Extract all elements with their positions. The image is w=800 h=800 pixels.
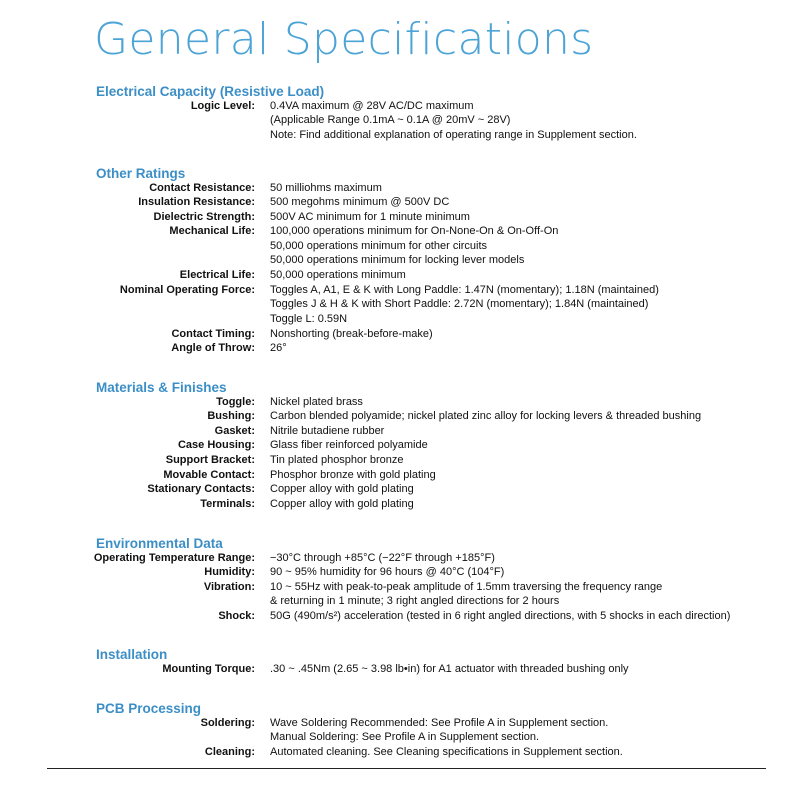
spec-values	[270, 468, 436, 483]
spec-value-line: −30°C through +85°C (−22°F through +185°F)	[270, 551, 495, 564]
spec-value-line: Carbon blended polyamide; nickel plated zinc alloy for locking levers & threaded bushing	[270, 410, 702, 423]
spec-values	[270, 341, 287, 356]
spec-label: Contact Timing:	[171, 327, 255, 340]
spec-value-line: (Applicable Range 0.1mA ~ 0.1A @ 20mV ~ 28V)	[270, 114, 511, 127]
spec-value-line: Manual Soldering: See Profile A in Supplement section.	[270, 731, 540, 744]
spec-label: Mounting Torque:	[162, 662, 255, 675]
spec-label: Gasket:	[214, 424, 255, 437]
spec-values	[270, 551, 495, 566]
spec-value-line: 0.4VA maximum @ 28V AC/DC maximum	[270, 99, 474, 112]
spec-value-line: Tin plated phosphor bronze	[270, 453, 404, 466]
spec-value-line: 50,000 operations minimum	[270, 269, 406, 282]
spec-value-line: .30 ~ .45Nm (2.65 ~ 3.98 lb•in) for A1 actuator with threaded bushing only	[270, 662, 629, 675]
spec-label: Contact Resistance:	[149, 181, 255, 194]
spec-label: Electrical Life:	[179, 269, 255, 282]
spec-value-line: 100,000 operations minimum for On-None-On & On-Off-On	[270, 225, 559, 238]
spec-values	[270, 565, 504, 580]
spec-value-line: Nitrile butadiene rubber	[270, 424, 385, 437]
spec-values	[270, 716, 608, 745]
spec-label: Cleaning:	[204, 745, 255, 758]
section-heading: Electrical Capacity (Resistive Load)	[96, 84, 325, 99]
spec-value-line: 500 megohms minimum @ 500V DC	[270, 196, 450, 209]
spec-values	[270, 283, 659, 327]
spec-value-line: Copper alloy with gold plating	[270, 497, 414, 510]
spec-label: Dielectric Strength:	[153, 210, 255, 223]
spec-label: Bushing:	[207, 410, 255, 423]
spec-value-line: 10 ~ 55Hz with peak-to-peak amplitude of 1.5mm traversing the frequency range	[270, 580, 663, 593]
spec-value-line: Toggles J & H & K with Short Paddle: 2.72N (momentary); 1.84N (maintained)	[270, 298, 649, 311]
spec-label: Stationary Contacts:	[147, 483, 255, 496]
spec-value-line: Nonshorting (break-before-make)	[270, 327, 433, 340]
spec-value-line: 90 ~ 95% humidity for 96 hours @ 40°C (104°F)	[270, 566, 505, 579]
spec-value-line: Nickel plated brass	[270, 395, 363, 408]
spec-values	[270, 327, 433, 342]
spec-values	[270, 497, 414, 512]
spec-label: Soldering:	[200, 716, 255, 729]
spec-values	[270, 453, 404, 468]
spec-values	[270, 210, 470, 225]
spec-values	[270, 482, 414, 497]
spec-label: Angle of Throw:	[171, 342, 255, 355]
spec-label: Insulation Resistance:	[138, 196, 255, 209]
spec-values	[270, 195, 449, 210]
section-heading: Other Ratings	[96, 166, 186, 181]
spec-label: Vibration:	[203, 580, 255, 593]
spec-label: Movable Contact:	[163, 468, 255, 481]
section-heading: Materials & Finishes	[96, 380, 227, 395]
spec-value-line: Toggles A, A1, E & K with Long Paddle: 1.47N (momentary); 1.18N (maintained)	[270, 283, 659, 296]
spec-label: Operating Temperature Range:	[93, 551, 255, 564]
page-title: General Specifications	[94, 14, 594, 65]
spec-label: Humidity:	[204, 566, 255, 579]
spec-values	[270, 745, 623, 760]
spec-value-line: Glass fiber reinforced polyamide	[270, 439, 428, 452]
spec-value-line: 50G (490m/s²) acceleration (tested in 6 right angled directions, with 5 shocks in each direction)	[270, 609, 731, 622]
spec-values	[270, 181, 382, 196]
spec-label: Nominal Operating Force:	[119, 283, 255, 296]
spec-value-line: & returning in 1 minute; 3 right angled directions for 2 hours	[270, 595, 560, 608]
spec-value-line: 50,000 operations minimum for other circuits	[270, 239, 488, 252]
spec-values	[270, 424, 384, 439]
spec-value-line: 50,000 operations minimum for locking lever models	[270, 254, 525, 267]
spec-values	[270, 580, 662, 609]
spec-values	[270, 224, 558, 268]
spec-value-line: Note: Find additional explanation of operating range in Supplement section.	[270, 128, 637, 141]
spec-value-line: Wave Soldering Recommended: See Profile A in Supplement section.	[270, 716, 609, 729]
spec-values	[270, 395, 363, 410]
spec-value-line: Automated cleaning. See Cleaning specifications in Supplement section.	[270, 745, 623, 758]
spec-label: Toggle:	[216, 395, 255, 408]
spec-value-line: Toggle L: 0.59N	[270, 312, 348, 325]
spec-value-line: 500V AC minimum for 1 minute minimum	[270, 210, 470, 223]
spec-label: Mechanical Life:	[169, 225, 255, 238]
spec-label: Case Housing:	[177, 439, 255, 452]
spec-label: Logic Level:	[190, 99, 255, 112]
spec-value-line: 50 milliohms maximum	[270, 181, 382, 194]
section-heading: Environmental Data	[96, 536, 223, 551]
section-heading: PCB Processing	[96, 701, 202, 716]
spec-value-line: Copper alloy with gold plating	[270, 483, 414, 496]
spec-value-line: Phosphor bronze with gold plating	[270, 468, 436, 481]
spec-values	[270, 438, 428, 453]
section-heading: Installation	[96, 647, 168, 662]
spec-label: Terminals:	[200, 497, 255, 510]
spec-value-line: 26°	[270, 342, 287, 355]
spec-label: Support Bracket:	[165, 453, 255, 466]
spec-values	[270, 609, 730, 624]
spec-values	[270, 99, 637, 143]
footer-rule	[47, 768, 766, 769]
spec-label: Shock:	[218, 609, 255, 622]
spec-values	[270, 662, 629, 677]
spec-values	[270, 268, 406, 283]
spec-values	[270, 409, 701, 424]
